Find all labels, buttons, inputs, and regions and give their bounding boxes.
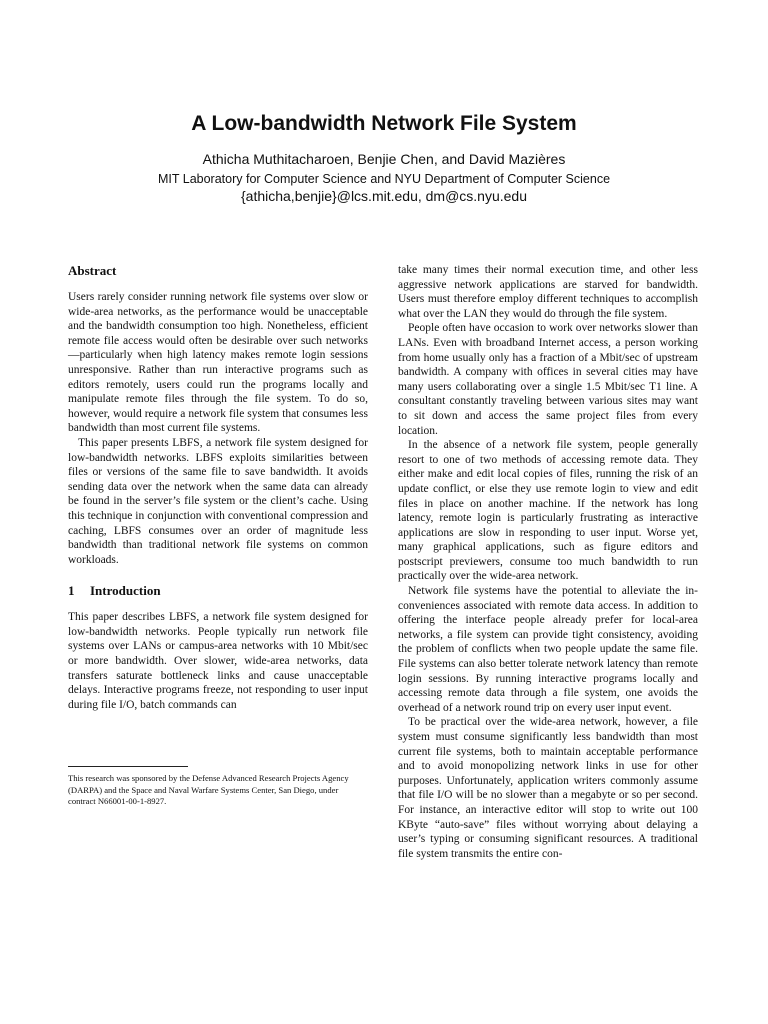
body-paragraph-5: To be practical over the wide-area network, however, a file system must consume significantly less bandwidth than most current file systems, both to maintain acceptable performance and to avoid monopolizing network links in use for other purposes. Unfortunately, application writers commonly assume that file I/O will be no slower than a megabyte or so per second. For instance, an interactive editor will stop to write out 100 KByte “auto-save” files without worrying about delaying a user’s typing or consuming significant resources. A traditional file system transmits the entire con- bbox=[398, 716, 698, 860]
intro-paragraph-1: This paper describes LBFS, a network file system designed for low-bandwidth networks. People typically run network file systems over LANs or campus-area networks with 10 Mbit/sec or more bandwidth. Over slower, wide-area networks, data transfers saturate bottleneck links and cause unacceptable delays. Interactive programs freeze, not responding to user input during file I/O, batch commands can bbox=[68, 611, 368, 711]
author-emails: {athicha,benjie}@lcs.mit.edu, dm@cs.nyu.edu bbox=[240, 188, 528, 204]
right-column bbox=[398, 263, 698, 861]
section-title: Introduction bbox=[90, 583, 161, 599]
abstract-paragraph-1: Users rarely consider running network file systems over slow or wide-area networks, as the performance would be unacceptable and the bandwidth consumption too high. Nonetheless, efficient remote file access would often be desirable over such networks—particularly when high latency makes remote login sessions unresponsive. Rather than run interactive programs such as editors remotely, users could run the programs locally and manipulate remote files through the file system. To do so, however, would require a network file system that consumes less bandwidth than most current file systems. bbox=[68, 291, 368, 435]
footnote: This research was sponsored by the Defense Advanced Research Projects Agency (DARPA) and the Space and Naval Warfare Systems Center, San Diego, under contract N66001-00-1-8927. bbox=[68, 773, 349, 806]
author-list: Athicha Muthitacharoen, Benjie Chen, and David Mazières bbox=[202, 151, 566, 167]
footnote-rule bbox=[68, 766, 188, 767]
body-paragraph-2: People often have occasion to work over networks slower than LANs. Even with broadband Internet access, a person working from home usually only has a fraction of a Mbit/sec of upstream bandwidth. A company with offices in several cities may have many users collaborating over a single 1.5 Mbit/sec T1 line. A consultant constantly traveling between various sites may want to sit down and access the same project files from every location. bbox=[398, 322, 698, 437]
affiliation: MIT Laboratory for Computer Science and NYU Department of Computer Science bbox=[157, 172, 611, 186]
abstract-paragraph-2: This paper presents LBFS, a network file system designed for low-bandwidth networks. LBFS exploits similarities between files or versions of the same file to save bandwidth. It avoids sending data over the network when the same data can already be found in the server’s file system or the client’s cache. Using this technique in conjunction with conventional compression and caching, LBFS consumes over an order of magnitude less bandwidth than traditional network file systems on common workloads. bbox=[68, 436, 368, 566]
intro-heading bbox=[68, 583, 368, 599]
body-paragraph-1: take many times their normal execution time, and other less aggressive network applications are starved for bandwidth. Users must therefore employ different techniques to accomplish what over the LAN they would do through the file system. bbox=[398, 264, 698, 320]
abstract-heading: Abstract bbox=[68, 263, 117, 278]
section-number: 1 bbox=[68, 583, 75, 599]
paper-title: A Low-bandwidth Network File System bbox=[191, 112, 577, 135]
left-column bbox=[68, 263, 368, 712]
body-paragraph-3: In the absence of a network file system, people generally resort to one of two methods of accessing remote data. They either make and edit local copies of files, running the risk of an update conflict, or else they use remote login to view and edit files in place on another machine. If the network has long latency, remote login is particularly frustrating as interactive applications are slow in responding to user input. Worse yet, many graphical applications, such as figure editors and postscript previewers, consume too much bandwidth to run practically over the wide-area network. bbox=[398, 439, 698, 583]
body-paragraph-4: Network file systems have the potential to alleviate the inconveniences associated with remote data access. In addition to offering the interface people already prefer for local-area networks, a file system can provide tight consistency, avoiding the problem of conflicts when two people update the same file. File systems can also better tolerate network latency than remote login sessions. By running interactive programs locally and accessing remote data through a file system, one avoids the overhead of a network round trip on every user input event. bbox=[398, 585, 698, 714]
